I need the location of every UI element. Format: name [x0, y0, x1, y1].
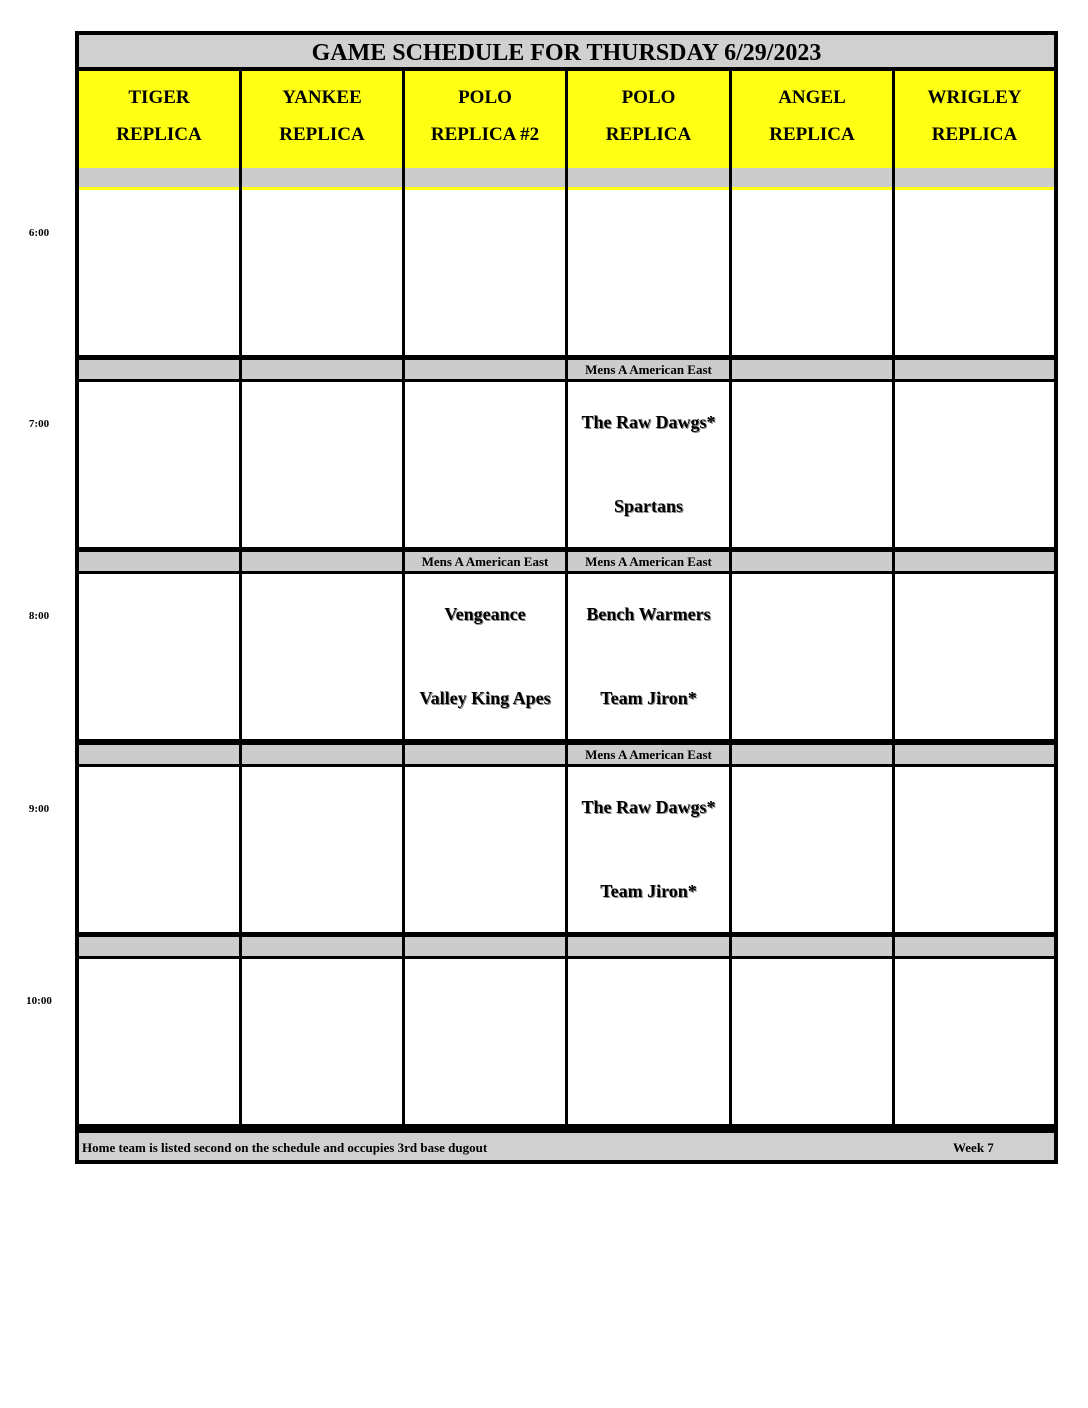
game-cell — [242, 382, 402, 547]
game-cell — [79, 574, 239, 739]
game-cell — [79, 190, 239, 355]
time-label: 6:00 — [28, 227, 50, 239]
division-bar — [242, 360, 402, 379]
division-bar: Mens A American East — [405, 552, 565, 571]
home-team: Team Jiron* — [600, 688, 697, 708]
division-bar: Mens A American East — [568, 745, 729, 764]
game-cell — [79, 382, 239, 547]
game-cell — [568, 382, 729, 547]
home-team: Valley King Apes — [419, 688, 551, 708]
field-subname: REPLICA — [116, 124, 202, 145]
game-cell — [732, 767, 892, 932]
field-name: WRIGLEY — [927, 87, 1022, 108]
game-cell — [568, 767, 729, 932]
time-column — [0, 0, 78, 1408]
division-bar — [405, 360, 565, 379]
game-cell — [405, 190, 565, 355]
division-bar — [79, 937, 239, 956]
game-cell — [79, 959, 239, 1124]
division-bar — [405, 745, 565, 764]
game-cell — [405, 767, 565, 932]
field-subname: REPLICA — [605, 124, 692, 145]
schedule-title: GAME SCHEDULE FOR THURSDAY 6/29/2023 — [79, 35, 1054, 67]
time-label: 7:00 — [28, 418, 50, 430]
division-bar — [242, 552, 402, 571]
game-cell — [895, 959, 1054, 1124]
field-subname: REPLICA #2 — [430, 124, 540, 145]
home-team: Spartans — [613, 496, 684, 516]
game-cell — [242, 574, 402, 739]
field-name: POLO — [621, 87, 676, 108]
game-cell — [732, 382, 892, 547]
game-cell — [242, 190, 402, 355]
game-cell — [568, 574, 729, 739]
division-bar — [568, 937, 729, 956]
schedule-footer — [79, 1133, 1054, 1160]
game-cell — [732, 959, 892, 1124]
game-cell — [242, 959, 402, 1124]
field-name: ANGEL — [778, 87, 846, 108]
field-subname: REPLICA — [769, 124, 855, 145]
division-bar — [895, 360, 1054, 379]
game-cell — [895, 767, 1054, 932]
field-subname: REPLICA — [279, 124, 365, 145]
division-bar: Mens A American East — [568, 552, 729, 571]
division-bar — [405, 937, 565, 956]
away-team: The Raw Dawgs* — [581, 797, 716, 817]
schedule-table — [75, 31, 1058, 1164]
time-label: 8:00 — [28, 610, 50, 622]
division-bar — [79, 745, 239, 764]
division-bar — [242, 168, 402, 187]
division-bar — [895, 552, 1054, 571]
game-cell — [895, 190, 1054, 355]
game-cell — [895, 574, 1054, 739]
division-bar — [732, 937, 892, 956]
time-label: 9:00 — [28, 803, 50, 815]
field-name: YANKEE — [282, 87, 362, 108]
division-bar: Mens A American East — [568, 360, 729, 379]
game-cell — [405, 959, 565, 1124]
game-cell — [242, 767, 402, 932]
division-bar — [895, 745, 1054, 764]
division-bar — [895, 168, 1054, 187]
division-bar — [79, 552, 239, 571]
game-cell — [732, 574, 892, 739]
game-cell — [732, 190, 892, 355]
division-bar — [405, 168, 565, 187]
division-bar — [732, 552, 892, 571]
division-bar — [568, 168, 729, 187]
game-cell — [405, 382, 565, 547]
division-bar — [242, 937, 402, 956]
away-team: Vengeance — [444, 604, 526, 624]
away-team: The Raw Dawgs* — [581, 412, 716, 432]
game-cell — [568, 190, 729, 355]
game-cell — [79, 767, 239, 932]
division-bar — [732, 360, 892, 379]
division-bar — [242, 745, 402, 764]
footer-note: Home team is listed second on the schedule and occupies 3rd base dugout — [82, 1140, 488, 1155]
home-team: Team Jiron* — [600, 881, 697, 901]
division-bar — [732, 745, 892, 764]
division-bar — [732, 168, 892, 187]
game-cell — [568, 959, 729, 1124]
field-name: POLO — [458, 87, 512, 108]
game-cell — [895, 382, 1054, 547]
field-subname: REPLICA — [931, 124, 1018, 145]
week-label: Week 7 — [953, 1140, 994, 1155]
away-team: Bench Warmers — [586, 604, 711, 624]
game-cell — [405, 574, 565, 739]
division-bar — [79, 360, 239, 379]
division-bar — [895, 937, 1054, 956]
time-label: 10:00 — [26, 995, 52, 1007]
field-name: TIGER — [128, 87, 190, 108]
division-bar — [79, 168, 239, 187]
